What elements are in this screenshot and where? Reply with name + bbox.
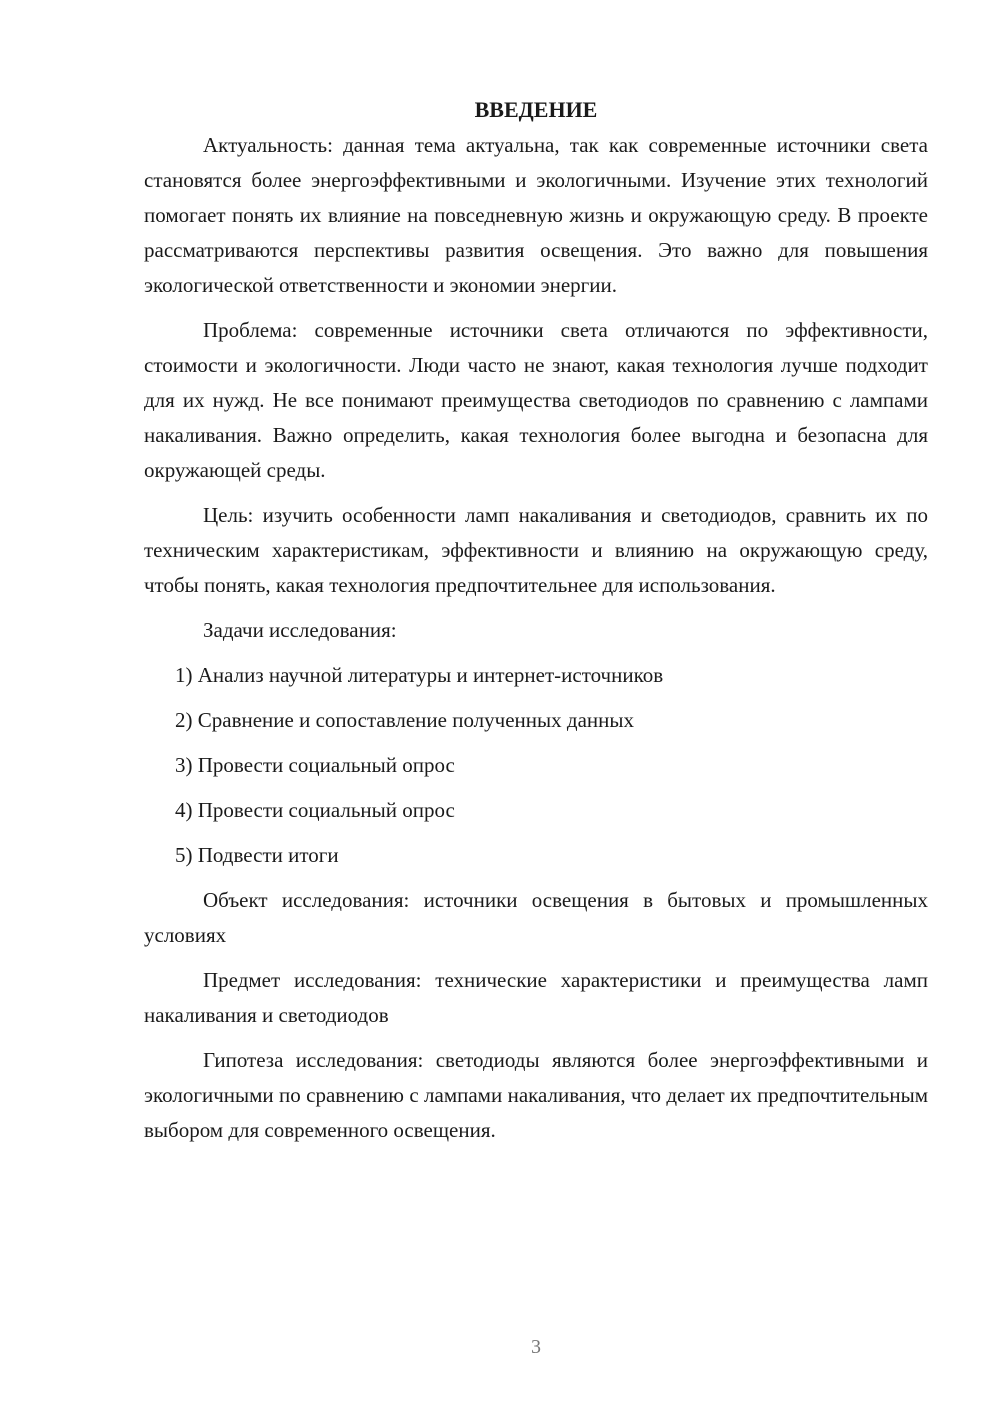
list-spacer xyxy=(144,783,928,793)
page-content xyxy=(144,92,928,1148)
list-spacer xyxy=(144,828,928,838)
task-list-item: 3) Провести социальный опрос xyxy=(175,753,455,777)
subject-paragraph: Предмет исследования: технические характеристики и преимущества ламп накаливания и светодиодов xyxy=(144,968,928,1027)
tasks-heading: Задачи исследования: xyxy=(203,618,397,642)
task-list-item: 4) Провести социальный опрос xyxy=(175,798,455,822)
task-list-item: 5) Подвести итоги xyxy=(175,843,339,867)
list-spacer xyxy=(144,873,928,883)
paragraph-spacer xyxy=(144,303,928,313)
object-paragraph: Объект исследования: источники освещения в бытовых и промышленных условиях xyxy=(144,888,928,947)
page-title: ВВЕДЕНИЕ xyxy=(474,97,598,122)
page-number: 3 xyxy=(531,1336,541,1358)
paragraph-spacer xyxy=(144,488,928,498)
paragraph-spacer xyxy=(144,603,928,613)
task-list-item: 1) Анализ научной литературы и интернет-источников xyxy=(175,663,664,687)
hypothesis-paragraph: Гипотеза исследования: светодиоды являются более энергоэффективными и экологичными по сравнению с лампами накаливания, что делает их предпочтительным выбором для современного освещения. xyxy=(144,1048,928,1142)
list-spacer xyxy=(144,693,928,703)
problem-paragraph: Проблема: современные источники света отличаются по эффективности, стоимости и экологичности. Люди часто не знают, какая технология лучше подходит для их нужд. Не все понимают преимущества светодиодов по сравнению с лампами накаливания. Важно определить, какая технология более выгодна и безопасна для окружающей среды. xyxy=(144,318,928,482)
paragraph-spacer xyxy=(144,1033,928,1043)
goal-paragraph: Цель: изучить особенности ламп накаливания и светодиодов, сравнить их по техническим характеристикам, эффективности и влиянию на окружающую среду, чтобы понять, какая технология предпочтительнее для использования. xyxy=(144,503,928,597)
relevance-paragraph: Актуальность: данная тема актуальна, так как современные источники света становятся более энергоэффективными и экологичными. Изучение этих технологий помогает понять их влияние на повседневную жизнь и окружающую среду. В проекте рассматриваются перспективы развития освещения. Это важно для повышения экологической ответственности и экономии энергии. xyxy=(144,133,928,297)
paragraph-spacer xyxy=(144,953,928,963)
task-list-item: 2) Сравнение и сопоставление полученных данных xyxy=(175,708,634,732)
list-spacer xyxy=(144,648,928,658)
list-spacer xyxy=(144,738,928,748)
